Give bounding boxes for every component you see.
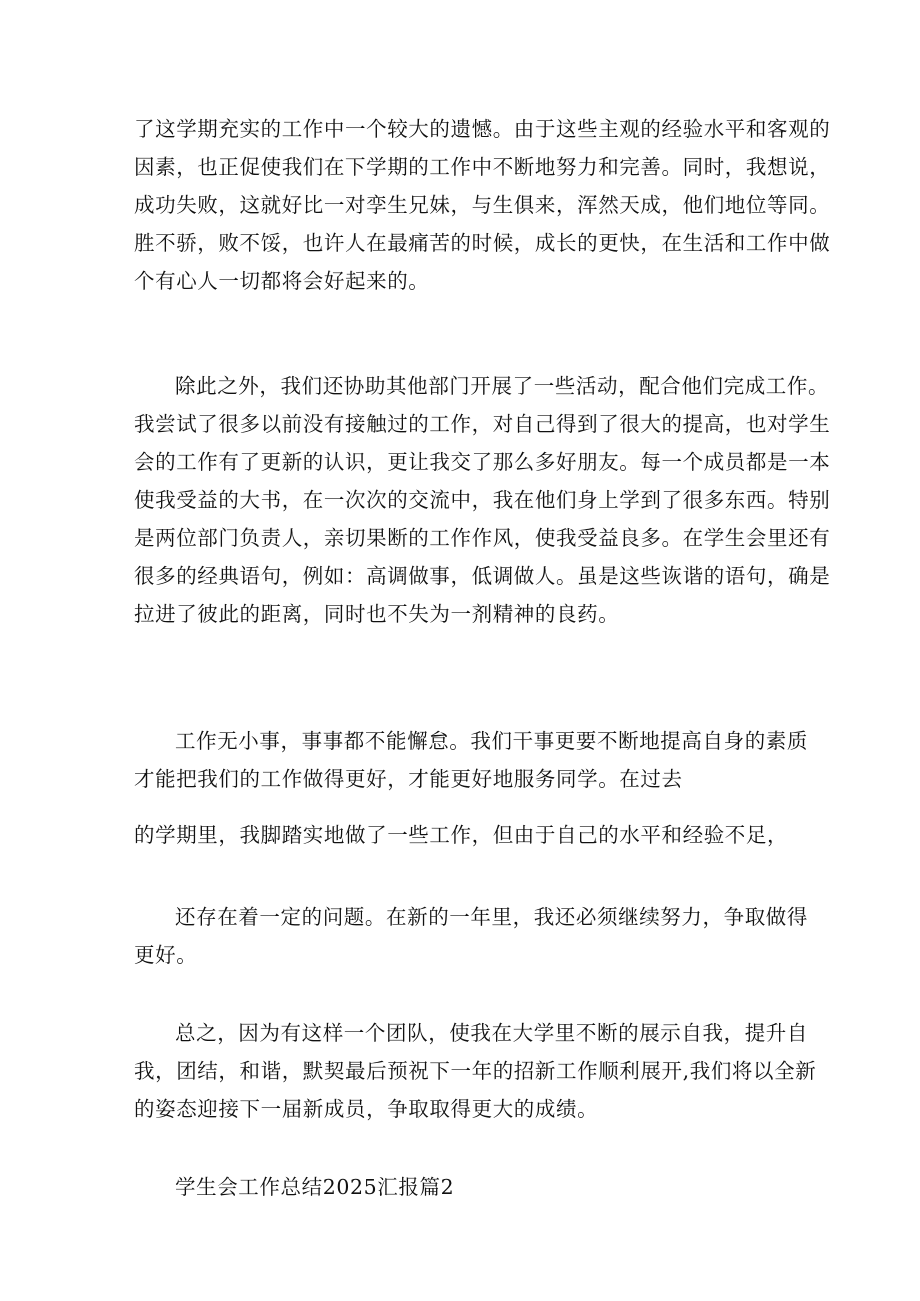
- text-line: 是两位部门负责人，亲切果断的工作作风，使我受益良多。在学生会里还有: [134, 526, 831, 550]
- paragraph-6: [134, 1014, 817, 1128]
- text-line: 的姿态迎接下一届新成员，争取取得更大的成绩。: [134, 1097, 599, 1121]
- text-line: 个有心人一切都将会好起来的。: [134, 269, 430, 293]
- text-line: 拉进了彼此的距离，同时也不失为一剂精神的良药。: [134, 602, 620, 626]
- paragraph-4: [134, 816, 794, 854]
- text-line: 我尝试了很多以前没有接触过的工作，对自己得到了很大的提高，也对学生: [134, 412, 831, 436]
- paragraph-3: [134, 722, 808, 798]
- text-line: 因素，也正促使我们在下学期的工作中不断地努力和完善。同时，我想说，: [134, 155, 831, 179]
- text-line: 成功失败，这就好比一对孪生兄妹，与生俱来，浑然天成，他们地位等同。: [134, 193, 831, 217]
- text-line: 更好。: [134, 943, 198, 967]
- paragraph-1: [134, 110, 831, 300]
- text-line: 的学期里，我脚踏实地做了一些工作，但由于自己的水平和经验不足，: [134, 823, 789, 847]
- text-line: 了这学期充实的工作中一个较大的遗憾。由于这些主观的经验水平和客观的: [134, 117, 831, 141]
- text-line: 我，团结，和谐，默契最后预祝下一年的招新工作顺利展开,我们将以全新: [134, 1059, 817, 1083]
- paragraph-2: [134, 367, 831, 633]
- text-line: 胜不骄，败不馁，也许人在最痛苦的时候，成长的更快，在生活和工作中做: [134, 231, 831, 255]
- text-line: 除此之外，我们还协助其他部门开展了一些活动，配合他们完成工作。: [175, 374, 830, 398]
- section-heading: [134, 1168, 794, 1206]
- text-line: 使我受益的大书，在一次次的交流中，我在他们身上学到了很多东西。特别: [134, 488, 831, 512]
- text-line: 才能把我们的工作做得更好，才能更好地服务同学。在过去: [134, 767, 683, 791]
- text-line: 总之，因为有这样一个团队，使我在大学里不断的展示自我，提升自: [175, 1021, 808, 1045]
- text-line: 还存在着一定的问题。在新的一年里，我还必须继续努力，争取做得: [175, 905, 808, 929]
- text-line: 会的工作有了更新的认识，更让我交了那么多好朋友。每一个成员都是一本: [134, 450, 831, 474]
- heading-text: 学生会工作总结2025汇报篇2: [175, 1175, 455, 1199]
- text-line: 工作无小事，事事都不能懈怠。我们干事更要不断地提高自身的素质: [175, 729, 808, 753]
- text-line: 很多的经典语句，例如：高调做事，低调做人。虽是这些诙谐的语句，确是: [134, 564, 831, 588]
- paragraph-5: [134, 898, 808, 974]
